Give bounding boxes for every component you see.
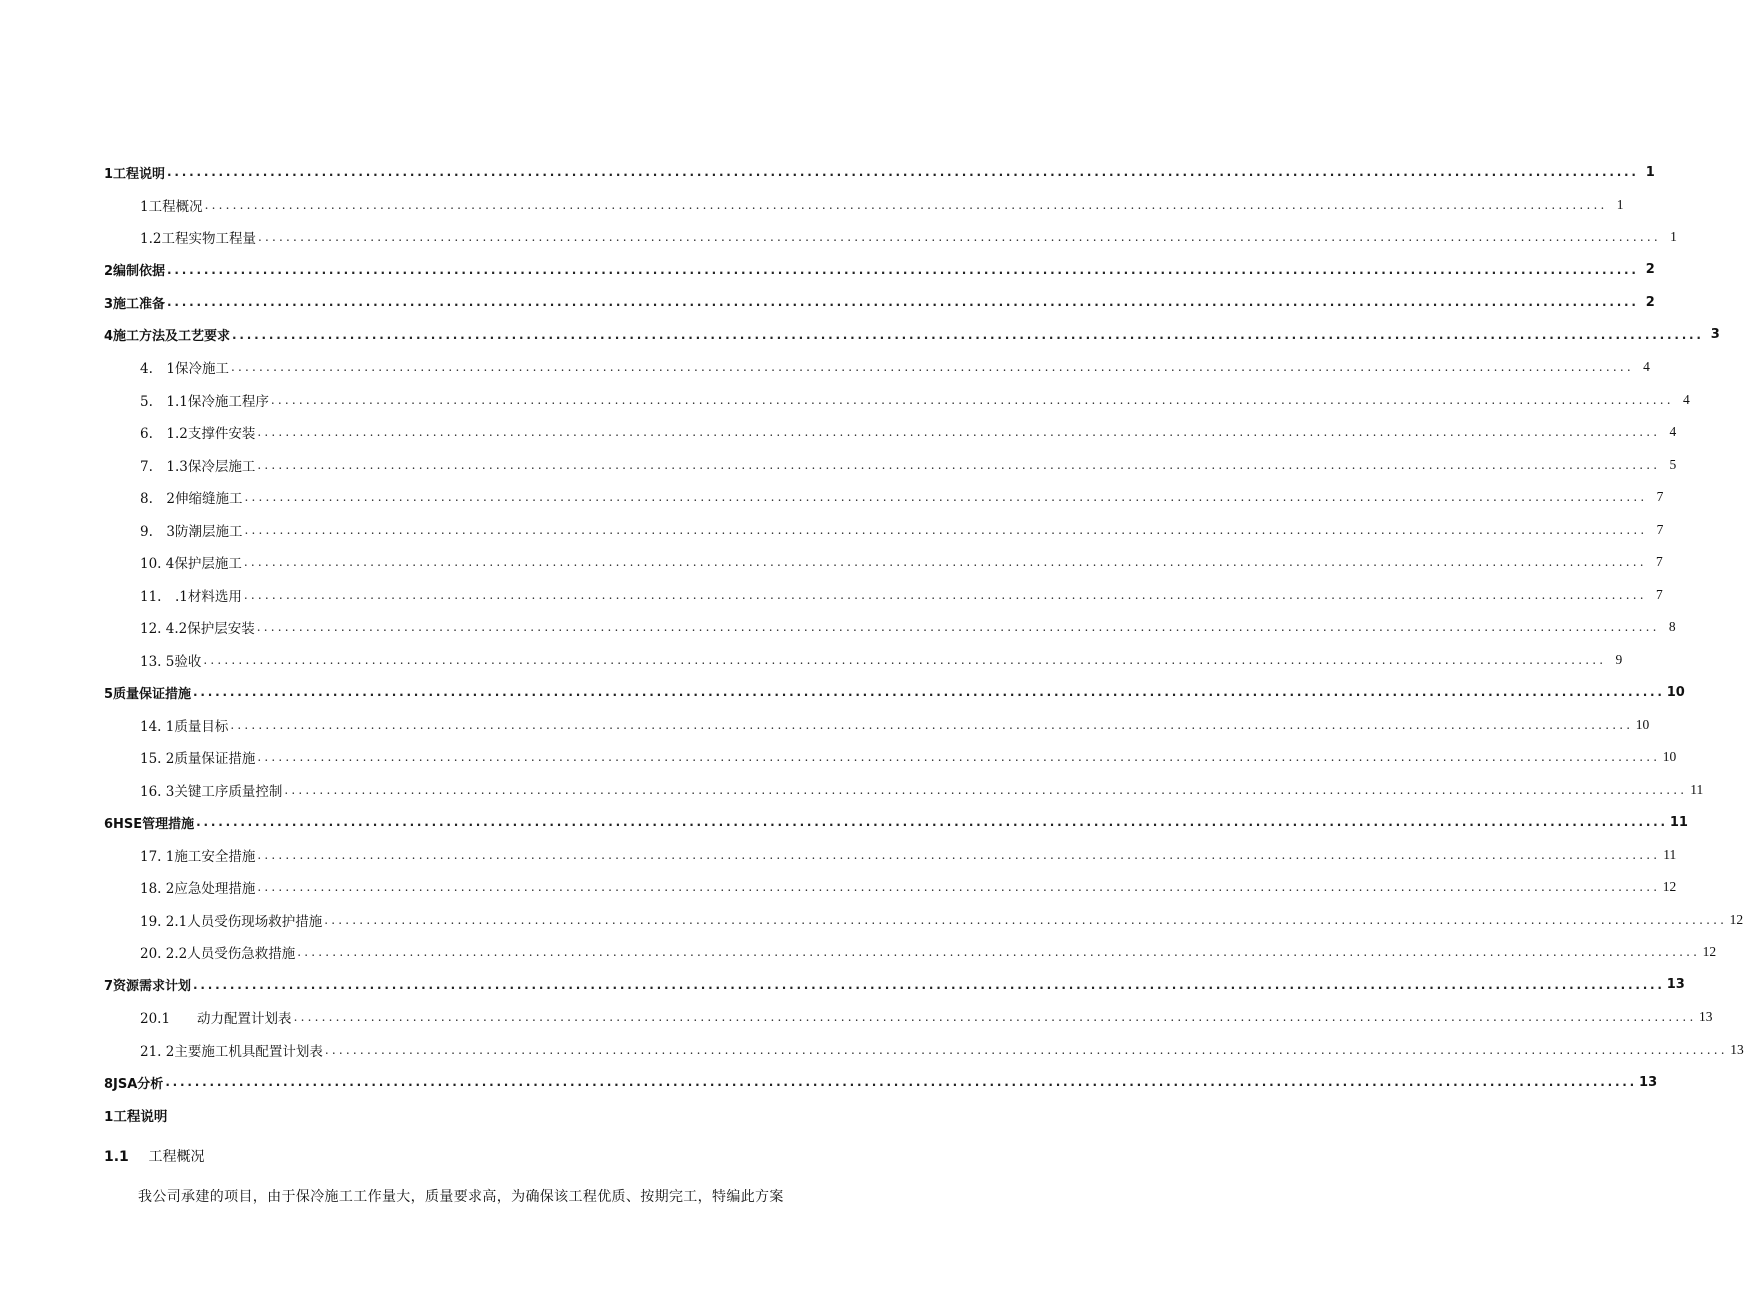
toc-dot-leader: ........................................................................................................................................................................................................ xyxy=(293,1010,1697,1025)
toc-dot-leader: ........................................................................................................................................................................................................ xyxy=(193,977,1665,992)
toc-entry[interactable] xyxy=(0,1066,1658,1099)
toc-entry-title: 5质量保证措施 xyxy=(104,686,192,702)
toc-entry[interactable] xyxy=(0,969,1685,1002)
toc-entry-title: 6HSE管理措施 xyxy=(104,816,195,832)
toc-entry-title: 10. 4保护层施工 xyxy=(140,556,242,573)
toc-entry-title: 8. 2伸缩缝施工 xyxy=(140,491,243,508)
toc-entry[interactable] xyxy=(0,221,1677,254)
toc-entry-page-number: 7 xyxy=(1656,521,1664,537)
toc-entry[interactable] xyxy=(0,611,1676,644)
toc-dot-leader: ........................................................................................................................................................................................................ xyxy=(257,880,1661,895)
toc-entry-page-number: 4 xyxy=(1643,359,1650,375)
toc-entry[interactable] xyxy=(0,416,1677,449)
toc-entry[interactable] xyxy=(0,1034,1744,1067)
toc-entry-page-number: 2 xyxy=(1645,262,1655,278)
toc-dot-leader: ........................................................................................................................................................................................................ xyxy=(167,262,1639,277)
toc-dot-leader: ........................................................................................................................................................................................................ xyxy=(324,912,1728,927)
toc-entry[interactable] xyxy=(0,709,1650,742)
toc-entry-title: 4施工方法及工艺要求 xyxy=(104,329,231,345)
subsection-number: 1.1 xyxy=(104,1149,129,1165)
toc-entry-title: 7. 1.3保冷层施工 xyxy=(140,458,256,475)
toc-entry-page-number: 4 xyxy=(1683,391,1690,407)
toc-entry[interactable] xyxy=(0,449,1677,482)
toc-dot-leader: ........................................................................................................................................................................................................ xyxy=(297,945,1701,960)
toc-entry[interactable] xyxy=(0,351,1650,384)
toc-entry-title: 8JSA分析 xyxy=(104,1076,164,1092)
table-of-contents xyxy=(0,156,1744,1099)
toc-dot-leader: ........................................................................................................................................................................................................ xyxy=(257,750,1661,765)
toc-entry[interactable] xyxy=(0,481,1664,514)
toc-entry[interactable] xyxy=(0,579,1663,612)
toc-entry-title: 9. 3防潮层施工 xyxy=(140,523,243,540)
toc-entry[interactable] xyxy=(0,254,1655,287)
toc-entry-page-number: 13 xyxy=(1639,1074,1658,1090)
toc-dot-leader: ........................................................................................................................................................................................................ xyxy=(196,815,1668,830)
toc-entry-title: 7资源需求计划 xyxy=(104,979,192,995)
toc-entry-title: 2编制依据 xyxy=(104,264,166,280)
toc-entry-page-number: 11 xyxy=(1663,846,1677,862)
toc-entry-title: 19. 2.1人员受伤现场救护措施 xyxy=(140,913,323,930)
toc-dot-leader: ........................................................................................................................................................................................................ xyxy=(324,1042,1728,1057)
toc-entry[interactable] xyxy=(0,904,1744,937)
toc-entry-title: 11. .1材料选用 xyxy=(140,588,242,605)
toc-entry[interactable] xyxy=(0,676,1685,709)
toc-entry-page-number: 2 xyxy=(1645,294,1655,310)
toc-entry-page-number: 7 xyxy=(1656,586,1663,602)
toc-entry-page-number: 1 xyxy=(1616,196,1624,212)
toc-entry-page-number: 11 xyxy=(1690,781,1704,797)
toc-dot-leader: ........................................................................................................................................................................................................ xyxy=(284,782,1688,797)
toc-entry[interactable] xyxy=(0,806,1688,839)
toc-dot-leader: ........................................................................................................................................................................................................ xyxy=(203,652,1607,667)
toc-dot-leader: ........................................................................................................................................................................................................ xyxy=(257,457,1661,472)
toc-entry[interactable] xyxy=(0,286,1655,319)
toc-entry-title: 13. 5验收 xyxy=(140,653,202,670)
toc-entry-title: 17. 1施工安全措施 xyxy=(140,848,256,865)
toc-dot-leader: ........................................................................................................................................................................................................ xyxy=(165,1075,1638,1090)
toc-dot-leader: ........................................................................................................................................................................................................ xyxy=(244,522,1648,537)
toc-entry-page-number: 13 xyxy=(1666,977,1685,993)
toc-dot-leader: ........................................................................................................................................................................................................ xyxy=(256,620,1660,635)
toc-dot-leader: ........................................................................................................................................................................................................ xyxy=(232,327,1704,342)
toc-entry-title: 16. 3关键工序质量控制 xyxy=(140,783,283,800)
toc-dot-leader: ........................................................................................................................................................................................................ xyxy=(167,165,1639,180)
toc-entry-title: 12. 4.2保护层安装 xyxy=(140,621,255,638)
toc-dot-leader: ........................................................................................................................................................................................................ xyxy=(193,685,1665,700)
toc-entry-title: 15. 2质量保证措施 xyxy=(140,751,256,768)
toc-entry-page-number: 7 xyxy=(1656,489,1664,505)
toc-entry[interactable] xyxy=(0,774,1704,807)
toc-dot-leader: ........................................................................................................................................................................................................ xyxy=(243,587,1647,602)
toc-entry[interactable] xyxy=(0,741,1677,774)
toc-entry-page-number: 12 xyxy=(1729,911,1744,927)
toc-dot-leader: ........................................................................................................................................................................................................ xyxy=(270,392,1674,407)
toc-dot-leader: ........................................................................................................................................................................................................ xyxy=(244,490,1648,505)
toc-entry-title: 14. 1质量目标 xyxy=(140,718,229,735)
toc-dot-leader: ........................................................................................................................................................................................................ xyxy=(230,717,1634,732)
toc-entry[interactable] xyxy=(0,1001,1713,1034)
toc-entry-title: 1工程概况 xyxy=(140,198,203,215)
toc-entry-title: 4. 1保冷施工 xyxy=(140,361,229,378)
toc-entry-page-number: 8 xyxy=(1668,619,1676,635)
toc-entry[interactable] xyxy=(0,546,1663,579)
toc-dot-leader: ........................................................................................................................................................................................................ xyxy=(257,847,1661,862)
toc-dot-leader: ........................................................................................................................................................................................................ xyxy=(230,360,1634,375)
toc-entry-page-number: 11 xyxy=(1669,814,1688,830)
toc-entry-title: 1.2工程实物工程量 xyxy=(140,231,256,248)
toc-entry[interactable] xyxy=(0,514,1664,547)
toc-dot-leader: ........................................................................................................................................................................................................ xyxy=(257,230,1661,245)
toc-entry-page-number: 10 xyxy=(1662,749,1677,765)
toc-entry[interactable] xyxy=(0,189,1624,222)
section-heading: 1工程说明 xyxy=(104,1109,168,1125)
toc-entry-page-number: 10 xyxy=(1635,716,1650,732)
toc-entry[interactable] xyxy=(0,384,1690,417)
toc-entry[interactable] xyxy=(0,871,1677,904)
toc-entry-title: 20. 2.2人员受伤急救措施 xyxy=(140,946,296,963)
toc-entry-page-number: 10 xyxy=(1666,684,1685,700)
toc-entry[interactable] xyxy=(0,156,1655,189)
toc-entry-page-number: 13 xyxy=(1698,1009,1713,1025)
toc-entry-title: 20.1 动力配置计划表 xyxy=(140,1011,292,1028)
toc-entry-title: 6. 1.2支撑件安装 xyxy=(140,426,256,443)
toc-entry[interactable] xyxy=(0,319,1720,352)
toc-entry-page-number: 1 xyxy=(1645,164,1655,180)
toc-dot-leader: ........................................................................................................................................................................................................ xyxy=(243,555,1647,570)
toc-entry-page-number: 9 xyxy=(1615,651,1623,667)
toc-entry-page-number: 1 xyxy=(1670,229,1677,245)
toc-entry-title: 5. 1.1保冷施工程序 xyxy=(140,393,269,410)
toc-dot-leader: ........................................................................................................................................................................................................ xyxy=(167,295,1639,310)
toc-entry-title: 18. 2应急处理措施 xyxy=(140,881,256,898)
toc-dot-leader: ........................................................................................................................................................................................................ xyxy=(204,197,1608,212)
body-paragraph: 我公司承建的项目，由于保冷施工工作量大，质量要求高，为确保该工程优质、按期完工，特编此方案 xyxy=(138,1189,784,1205)
toc-entry-page-number: 13 xyxy=(1730,1041,1744,1057)
toc-dot-leader: ........................................................................................................................................................................................................ xyxy=(257,425,1661,440)
toc-entry-page-number: 5 xyxy=(1669,456,1677,472)
toc-entry-page-number: 3 xyxy=(1710,327,1720,343)
subsection-heading xyxy=(104,1146,204,1166)
toc-entry[interactable] xyxy=(0,644,1623,677)
toc-entry[interactable] xyxy=(0,936,1717,969)
subsection-title: 工程概况 xyxy=(148,1149,205,1165)
toc-entry-title: 21. 2主要施工机具配置计划表 xyxy=(140,1043,323,1060)
toc-entry-page-number: 12 xyxy=(1662,879,1677,895)
toc-entry[interactable] xyxy=(0,839,1677,872)
toc-entry-title: 3施工准备 xyxy=(104,296,166,312)
toc-entry-page-number: 4 xyxy=(1669,424,1677,440)
toc-entry-page-number: 7 xyxy=(1656,554,1663,570)
toc-entry-page-number: 12 xyxy=(1702,944,1717,960)
toc-entry-title: 1工程说明 xyxy=(104,166,166,182)
